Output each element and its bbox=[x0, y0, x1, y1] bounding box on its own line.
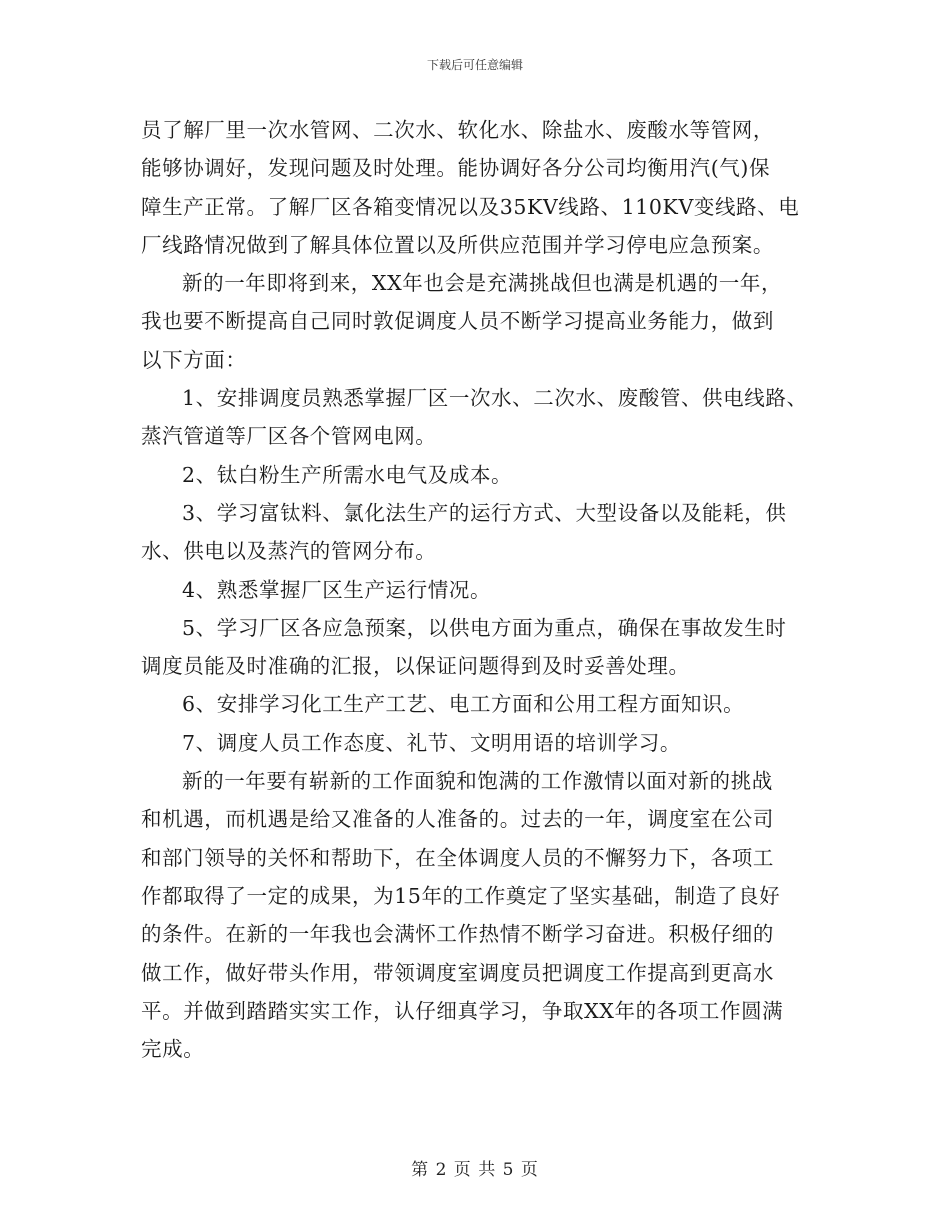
text-line: 的条件。在新的一年我也会满怀工作热情不断学习奋进。积极仔细的 bbox=[141, 922, 774, 947]
list-item-6: 6、安排学习化工生产工艺、电工方面和公用工程方面知识。 bbox=[182, 692, 745, 717]
text-line: 蒸汽管道等厂区各个管网电网。 bbox=[141, 424, 437, 449]
list-item-4: 4、熟悉掌握厂区生产运行情况。 bbox=[182, 577, 492, 602]
list-item-2: 2、钛白粉生产所需水电气及成本。 bbox=[182, 462, 513, 487]
text-line: 完成。 bbox=[141, 1037, 205, 1062]
document-body bbox=[141, 111, 831, 1068]
text-line: 员了解厂里一次水管网、二次水、软化水、除盐水、废酸水等管网， bbox=[141, 118, 774, 142]
text-line: 以下方面： bbox=[141, 347, 247, 372]
text-line: 能够协调好，发现问题及时处理。能协调好各分公司均衡用汽(气)保 bbox=[141, 156, 771, 181]
text-line: 调度员能及时准确的汇报，以保证问题得到及时妥善处理。 bbox=[141, 654, 690, 679]
text-line: 和部门领导的关怀和帮助下，在全体调度人员的不懈努力下，各项工 bbox=[141, 845, 774, 870]
text-line: 做工作，做好带头作用，带领调度室调度员把调度工作提高到更高水 bbox=[141, 960, 774, 985]
text-line: 障生产正常。了解厂区各箱变情况以及35KV线路、110KV变线路、电 bbox=[141, 194, 800, 219]
list-item-1: 1、安排调度员熟悉掌握厂区一次水、二次水、废酸管、供电线路、 bbox=[182, 386, 808, 411]
text-line: 水、供电以及蒸汽的管网分布。 bbox=[141, 539, 437, 564]
page-header-note: 下载后可任意编辑 bbox=[426, 58, 523, 72]
list-item-5: 5、学习厂区各应急预案，以供电方面为重点，确保在事故发生时 bbox=[182, 615, 787, 640]
text-line: 我也要不断提高自己同时敦促调度人员不断学习提高业务能力，做到 bbox=[141, 309, 774, 334]
text-line: 作都取得了一定的成果，为15年的工作奠定了坚实基础，制造了良好 bbox=[141, 883, 781, 908]
page-number-footer: 第 2 页 共 5 页 bbox=[411, 1160, 539, 1180]
text-line: 和机遇，而机遇是给又准备的人准备的。过去的一年，调度室在公司 bbox=[141, 807, 774, 832]
text-line: 平。并做到踏踏实实工作，认仔细真学习，争取XX年的各项工作圆满 bbox=[141, 998, 784, 1023]
list-item-7: 7、调度人员工作态度、礼节、文明用语的培训学习。 bbox=[182, 730, 681, 755]
paragraph-start-line: 新的一年即将到来，XX年也会是充满挑战但也满是机遇的一年， bbox=[182, 271, 783, 296]
paragraph-start-line: 新的一年要有崭新的工作面貌和饱满的工作激情以面对新的挑战 bbox=[182, 769, 773, 794]
list-item-3: 3、学习富钛料、氯化法生产的运行方式、大型设备以及能耗，供 bbox=[182, 500, 787, 525]
text-line: 厂线路情况做到了解具体位置以及所供应范围并学习停电应急预案。 bbox=[141, 232, 774, 257]
